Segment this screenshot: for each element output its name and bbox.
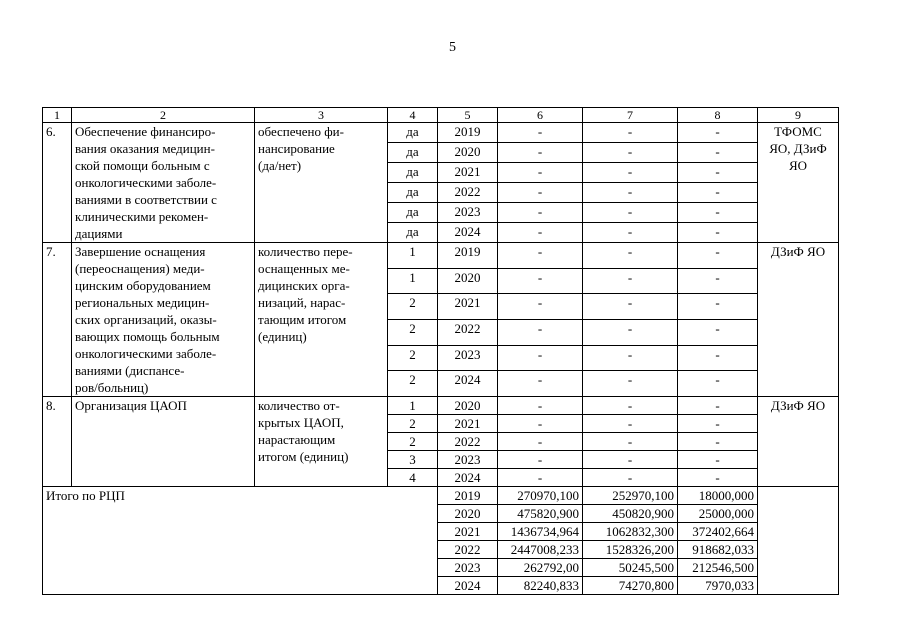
year-cell: 2023 bbox=[438, 203, 498, 223]
item-number: 8. bbox=[43, 397, 72, 487]
year-cell: 2019 bbox=[438, 243, 498, 269]
item-number: 6. bbox=[43, 123, 72, 243]
indicator-value: да bbox=[388, 203, 438, 223]
col7-cell: - bbox=[583, 143, 678, 163]
header-cell: 8 bbox=[678, 108, 758, 123]
indicator-value: да bbox=[388, 143, 438, 163]
responsible: ДЗиФ ЯО bbox=[758, 397, 839, 487]
year-cell: 2023 bbox=[438, 345, 498, 371]
year-cell: 2021 bbox=[438, 523, 498, 541]
table-row bbox=[43, 397, 839, 415]
header-cell: 3 bbox=[255, 108, 388, 123]
col8-cell: - bbox=[678, 243, 758, 269]
col6-cell: - bbox=[498, 433, 583, 451]
indicator-value: да bbox=[388, 123, 438, 143]
indicator-value: 3 bbox=[388, 451, 438, 469]
header-row bbox=[43, 108, 839, 123]
total-label: Итого по РЦП bbox=[43, 487, 438, 595]
col8-cell: - bbox=[678, 183, 758, 203]
col8-cell: - bbox=[678, 415, 758, 433]
indicator-value: 2 bbox=[388, 319, 438, 345]
year-cell: 2024 bbox=[438, 223, 498, 243]
col6-cell: - bbox=[498, 163, 583, 183]
col8-cell: - bbox=[678, 397, 758, 415]
header-cell: 1 bbox=[43, 108, 72, 123]
indicator-value: 2 bbox=[388, 345, 438, 371]
year-cell: 2024 bbox=[438, 469, 498, 487]
year-cell: 2021 bbox=[438, 415, 498, 433]
item-name: Обеспечение финансиро- вания оказания медицин- ской помощи больным с онкологическими заболе- ваниями в соответствии с клиническими рекомен- дациями bbox=[72, 123, 255, 243]
table-row bbox=[43, 123, 839, 143]
col7-cell: - bbox=[583, 415, 678, 433]
page-number: 5 bbox=[449, 40, 456, 55]
year-cell: 2020 bbox=[438, 505, 498, 523]
col6-cell: - bbox=[498, 294, 583, 320]
total-col7: 1528326,200 bbox=[583, 541, 678, 559]
year-cell: 2022 bbox=[438, 433, 498, 451]
total-col6: 262792,00 bbox=[498, 559, 583, 577]
total-col8: 918682,033 bbox=[678, 541, 758, 559]
col6-cell: - bbox=[498, 371, 583, 397]
total-col8: 25000,000 bbox=[678, 505, 758, 523]
col6-cell: - bbox=[498, 243, 583, 269]
total-col7: 74270,800 bbox=[583, 577, 678, 595]
indicator-value: 2 bbox=[388, 433, 438, 451]
total-col8: 212546,500 bbox=[678, 559, 758, 577]
indicator-value: да bbox=[388, 183, 438, 203]
col7-cell: - bbox=[583, 123, 678, 143]
col8-cell: - bbox=[678, 294, 758, 320]
col7-cell: - bbox=[583, 345, 678, 371]
total-empty-cell bbox=[758, 487, 839, 595]
total-col7: 1062832,300 bbox=[583, 523, 678, 541]
col7-cell: - bbox=[583, 371, 678, 397]
col6-cell: - bbox=[498, 143, 583, 163]
program-table bbox=[42, 107, 839, 595]
total-col8: 18000,000 bbox=[678, 487, 758, 505]
item-number: 7. bbox=[43, 243, 72, 397]
header-cell: 5 bbox=[438, 108, 498, 123]
col8-cell: - bbox=[678, 268, 758, 294]
col7-cell: - bbox=[583, 243, 678, 269]
col7-cell: - bbox=[583, 183, 678, 203]
year-cell: 2022 bbox=[438, 319, 498, 345]
col6-cell: - bbox=[498, 469, 583, 487]
col7-cell: - bbox=[583, 223, 678, 243]
col7-cell: - bbox=[583, 319, 678, 345]
year-cell: 2022 bbox=[438, 183, 498, 203]
responsible: ТФОМС ЯО, ДЗиФ ЯО bbox=[758, 123, 839, 243]
total-col8: 372402,664 bbox=[678, 523, 758, 541]
indicator-value: да bbox=[388, 163, 438, 183]
col6-cell: - bbox=[498, 451, 583, 469]
total-col6: 2447008,233 bbox=[498, 541, 583, 559]
col7-cell: - bbox=[583, 268, 678, 294]
indicator-value: 1 bbox=[388, 243, 438, 269]
header-cell: 4 bbox=[388, 108, 438, 123]
year-cell: 2023 bbox=[438, 451, 498, 469]
item-indicator: обеспечено фи- нансирование (да/нет) bbox=[255, 123, 388, 243]
year-cell: 2024 bbox=[438, 371, 498, 397]
indicator-value: да bbox=[388, 223, 438, 243]
year-cell: 2020 bbox=[438, 143, 498, 163]
total-col7: 50245,500 bbox=[583, 559, 678, 577]
year-cell: 2022 bbox=[438, 541, 498, 559]
col8-cell: - bbox=[678, 345, 758, 371]
indicator-value: 2 bbox=[388, 294, 438, 320]
col6-cell: - bbox=[498, 203, 583, 223]
col6-cell: - bbox=[498, 123, 583, 143]
item-name: Завершение оснащения (переоснащения) меди- цинским оборудованием региональных медицин- ских организаций, оказы- вающих помощь больным онкологическими заболе- ваниями (диспансе- ров/больниц) bbox=[72, 243, 255, 397]
col8-cell: - bbox=[678, 123, 758, 143]
total-row bbox=[43, 487, 839, 505]
item-indicator: количество от- крытых ЦАОП, нарастающим итогом (единиц) bbox=[255, 397, 388, 487]
indicator-value: 2 bbox=[388, 371, 438, 397]
col8-cell: - bbox=[678, 319, 758, 345]
year-cell: 2020 bbox=[438, 268, 498, 294]
header-cell: 7 bbox=[583, 108, 678, 123]
total-col6: 270970,100 bbox=[498, 487, 583, 505]
year-cell: 2019 bbox=[438, 123, 498, 143]
total-col8: 7970,033 bbox=[678, 577, 758, 595]
total-col6: 82240,833 bbox=[498, 577, 583, 595]
col8-cell: - bbox=[678, 433, 758, 451]
col7-cell: - bbox=[583, 469, 678, 487]
year-cell: 2020 bbox=[438, 397, 498, 415]
header-cell: 2 bbox=[72, 108, 255, 123]
indicator-value: 4 bbox=[388, 469, 438, 487]
col7-cell: - bbox=[583, 451, 678, 469]
item-indicator: количество пере- оснащенных ме- дицинских орга- низаций, нарас- тающим итогом (единиц) bbox=[255, 243, 388, 397]
year-cell: 2024 bbox=[438, 577, 498, 595]
col6-cell: - bbox=[498, 319, 583, 345]
col6-cell: - bbox=[498, 183, 583, 203]
col6-cell: - bbox=[498, 268, 583, 294]
total-col7: 252970,100 bbox=[583, 487, 678, 505]
year-cell: 2023 bbox=[438, 559, 498, 577]
year-cell: 2021 bbox=[438, 163, 498, 183]
total-col7: 450820,900 bbox=[583, 505, 678, 523]
col6-cell: - bbox=[498, 415, 583, 433]
col8-cell: - bbox=[678, 469, 758, 487]
indicator-value: 1 bbox=[388, 268, 438, 294]
total-col6: 1436734,964 bbox=[498, 523, 583, 541]
indicator-value: 2 bbox=[388, 415, 438, 433]
indicator-value: 1 bbox=[388, 397, 438, 415]
col8-cell: - bbox=[678, 223, 758, 243]
col7-cell: - bbox=[583, 203, 678, 223]
col6-cell: - bbox=[498, 223, 583, 243]
header-cell: 6 bbox=[498, 108, 583, 123]
col7-cell: - bbox=[583, 433, 678, 451]
year-cell: 2019 bbox=[438, 487, 498, 505]
year-cell: 2021 bbox=[438, 294, 498, 320]
col8-cell: - bbox=[678, 203, 758, 223]
col8-cell: - bbox=[678, 143, 758, 163]
col8-cell: - bbox=[678, 371, 758, 397]
col7-cell: - bbox=[583, 397, 678, 415]
col7-cell: - bbox=[583, 294, 678, 320]
table-row bbox=[43, 243, 839, 269]
responsible: ДЗиФ ЯО bbox=[758, 243, 839, 397]
col8-cell: - bbox=[678, 163, 758, 183]
col7-cell: - bbox=[583, 163, 678, 183]
col6-cell: - bbox=[498, 345, 583, 371]
col6-cell: - bbox=[498, 397, 583, 415]
total-col6: 475820,900 bbox=[498, 505, 583, 523]
header-cell: 9 bbox=[758, 108, 839, 123]
item-name: Организация ЦАОП bbox=[72, 397, 255, 487]
col8-cell: - bbox=[678, 451, 758, 469]
